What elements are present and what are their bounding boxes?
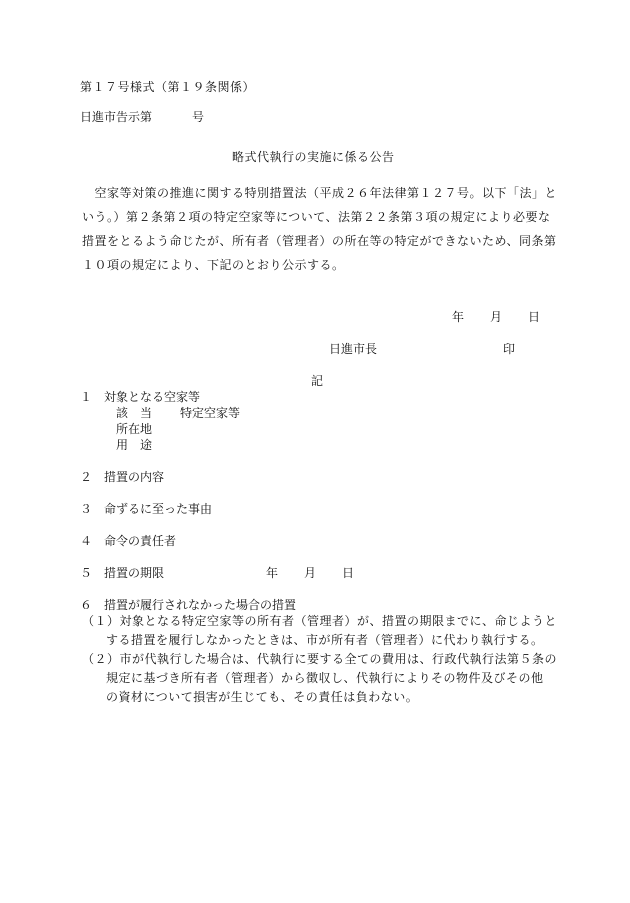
ki-heading: 記 [311, 374, 324, 388]
deadline-month: 月 [304, 566, 317, 580]
item-number: ３ [80, 502, 93, 516]
measure-paragraph-2-line: 規定に基づき所有者（管理者）から徴収し、代執行によりその物件及びその他 [106, 671, 544, 685]
document-title: 略式代執行の実施に係る公告 [232, 150, 395, 164]
sub-label-location: 所在地 [116, 422, 153, 436]
notice-number-prefix: 日進市告示第 [80, 110, 153, 124]
notice-number-suffix: 号 [192, 110, 205, 124]
item-label: 命ずるに至った事由 [104, 502, 213, 516]
intro-line: １０項の規定により、下記のとおり公示する。 [82, 258, 345, 272]
item-number: １ [80, 390, 93, 404]
sub-value-gaito: 特定空家等 [180, 406, 241, 420]
sub-label-gaito: 該 当 [116, 406, 153, 420]
item-label: 措置が履行されなかった場合の措置 [104, 598, 297, 612]
intro-line: 措置をとるよう命じたが、所有者（管理者）の所在等の特定ができないため、同条第 [82, 234, 557, 248]
seal-mark: 印 [503, 342, 516, 356]
item-number: ４ [80, 534, 93, 548]
item-number: ５ [80, 566, 93, 580]
measure-paragraph-2-line: （２）市が代執行した場合は、代執行に要する全ての費用は、行政代執行法第５条の [82, 652, 558, 666]
intro-line: いう。）第２条第２項の特定空家等について、法第２２条第３項の規定により必要な [82, 210, 551, 224]
deadline-day: 日 [342, 566, 355, 580]
measure-paragraph-1-line: （１）対象となる特定空家等の所有者（管理者）が、措置の期限までに、命じようと [82, 614, 558, 628]
intro-line: 空家等対策の推進に関する特別措置法（平成２６年法律第１２７号。以下「法」と [82, 186, 558, 200]
date-year: 年 [452, 310, 465, 324]
signatory-name: 日進市長 [329, 342, 378, 356]
sub-label-use: 用 途 [116, 438, 153, 452]
item-label: 措置の期限 [104, 566, 165, 580]
item-number: ２ [80, 470, 93, 484]
measure-paragraph-2-line: の資材について損害が生じても、その責任は負わない。 [106, 690, 419, 704]
deadline-year: 年 [266, 566, 279, 580]
date-day: 日 [528, 310, 541, 324]
item-label: 対象となる空家等 [104, 390, 201, 404]
item-number: ６ [80, 598, 93, 612]
item-label: 措置の内容 [104, 470, 165, 484]
form-number: 第１７号様式（第１９条関係） [80, 80, 256, 94]
measure-paragraph-1-line: する措置を履行しなかったときは、市が所有者（管理者）に代わり執行する。 [106, 633, 544, 647]
item-label: 命令の責任者 [104, 534, 177, 548]
date-month: 月 [490, 310, 503, 324]
